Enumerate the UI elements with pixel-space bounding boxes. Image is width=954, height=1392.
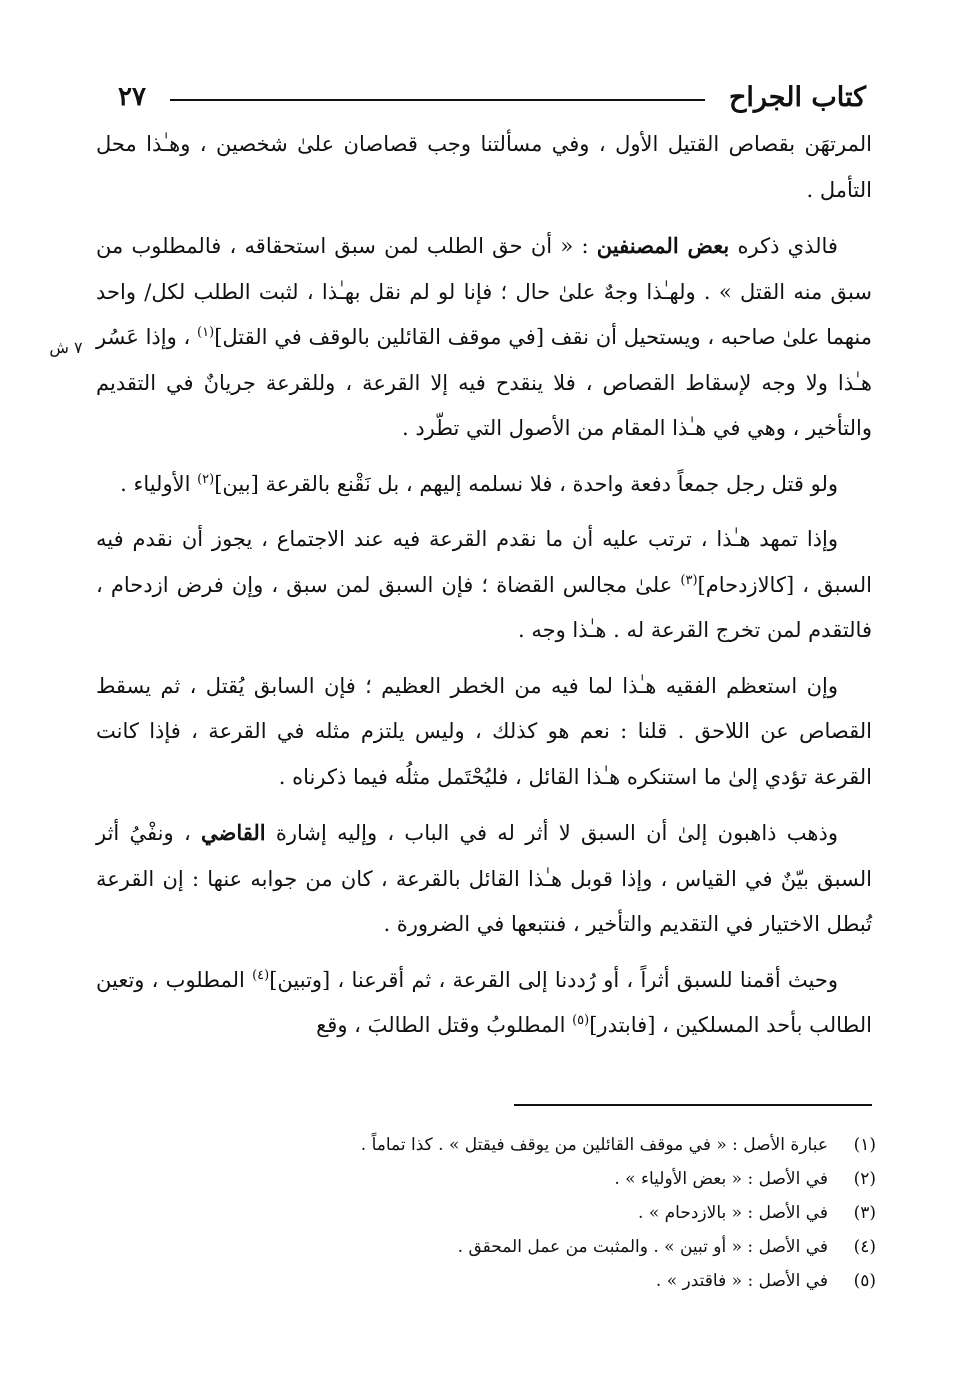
footnote-text: في الأصل : « فاقتدر » . <box>655 1271 828 1291</box>
running-header <box>118 74 866 120</box>
footnote-ref: (١) <box>197 325 215 340</box>
footnote-text: في الأصل : « أو تبين » . والمثبت من عمل المحقق . <box>457 1237 828 1257</box>
footnote <box>96 1162 876 1196</box>
footnote-ref: (٥) <box>572 1013 590 1028</box>
footnote-number: (١) <box>853 1135 876 1155</box>
text-run: الأولياء . <box>120 471 198 496</box>
paragraph <box>96 810 872 948</box>
main-text <box>96 122 872 1059</box>
text-run: ، ونفْيُ أثر السبق بيّنٌ في القياس ، وإذا قوبل هـٰذا القائل بالقرعة ، كان من جوابه عنها : إن القرعة تُبطل الاختيار في التقديم والتأخير ، فنتبعها في الضرورة . <box>96 821 872 936</box>
text-run: المطلوب ، وتعين الطالب بأحد المسلكين ، [فابتدر] <box>96 967 872 1037</box>
paragraph <box>96 223 872 452</box>
text-run: المطلوبُ وقتل الطالبَ ، وقع <box>316 1013 573 1037</box>
text-run: وإن استعظم الفقيه هـٰذا لما فيه من الخطر العظيم ؛ فإن السابق يُقتل ، ثم يسقط القصاص عن اللاحق . قلنا : نعم هو كذلك ، وليس يلتزم مثله في القرعة ، فإذا كانت القرعة تؤدي إلىٰ ما استنكره هـٰذا القائل ، فليُحْتَمل مثلُه فيما ذكرناه . <box>96 673 872 789</box>
text-run: : « أن حق الطلب لمن سبق استحقاقه ، فالمطلوب من سبق منه القتل » . ولهـٰذا وجهٌ علىٰ حال ؛ فإنا لو لم نقل بهـٰذا ، لثبت الطلب لكل/ واحد منهما علىٰ صاحبه ، ويستحيل أن نقف [في موقف القائلين بالوقف في القتل] <box>96 234 872 349</box>
emphasized-name: بعض المصنفين <box>596 233 730 258</box>
paragraph <box>96 664 872 801</box>
footnote <box>96 1128 876 1162</box>
footnote-number: (٥) <box>853 1271 876 1291</box>
text-run: فالذي ذكره <box>729 234 838 258</box>
manuscript-folio-note: ٧ ش <box>49 338 83 357</box>
footnote-number: (٢) <box>853 1169 876 1189</box>
text-run: المرتهَن بقصاص القتيل الأول ، وفي مسألتنا وجب قصاصان علىٰ شخصين ، وهـٰذا محل التأمل . <box>96 132 872 202</box>
text-run: وإذا تمهد هـٰذا ، ترتب عليه أن ما نقدم القرعة فيه عند الاجتماع ، يجوز أن نقدم فيه السبق ، [كالازدحام] <box>96 527 872 597</box>
footnote-number: (٤) <box>853 1237 876 1257</box>
paragraph <box>96 122 872 213</box>
footnote-separator <box>514 1104 872 1106</box>
book-title: كتاب الجراح <box>728 81 866 113</box>
footnote-text: عبارة الأصل : « في موقف القائلين من يوقف فيقتل » . كذا تماماً . <box>360 1135 828 1155</box>
footnote-ref: (٢) <box>197 471 215 487</box>
footnote <box>96 1230 876 1264</box>
footnote-ref: (٤) <box>252 967 270 983</box>
header-rule <box>170 99 705 101</box>
footnote-number: (٣) <box>853 1203 876 1223</box>
text-run: ولو قتل رجل جمعاً دفعة واحدة ، فلا نسلمه إليهم ، بل نَقْنع بالقرعة [بين] <box>214 471 838 496</box>
footnote-text: في الأصل : « بعض الأولياء » . <box>614 1169 828 1189</box>
page-number: ٢٧ <box>118 82 146 112</box>
text-run: ، وإذا عَسُر هـٰذا ولا وجه لإسقاط القصاص ، فلا ينقدح فيه إلا القرعة ، وللقرعة جريانٌ في التقديم والتأخير ، وهي في هـٰذا المقام من الأصول التي تطّرد . <box>96 325 872 440</box>
footnotes <box>96 1128 876 1298</box>
text-run: وحيث أقمنا للسبق أثراً ، أو رُددنا إلى القرعة ، ثم أقرعنا ، [وتبين] <box>269 967 838 992</box>
text-run: علىٰ مجالس القضاة ؛ فإن السبق لمن سبق ، وإن فرض ازدحام ، فالتقدم لمن تخرج القرعة له . هـٰذا وجه . <box>96 572 872 642</box>
emphasized-name: القاضي <box>201 820 266 845</box>
footnote-ref: (٣) <box>680 572 698 588</box>
footnote-text: في الأصل : « بالازدحام » . <box>638 1203 828 1223</box>
paragraph <box>96 462 872 508</box>
footnote <box>96 1196 876 1230</box>
paragraph <box>96 517 872 654</box>
text-run: وذهب ذاهبون إلىٰ أن السبق لا أثر له في الباب ، وإليه إشارة <box>265 821 838 845</box>
paragraph <box>96 958 872 1049</box>
footnote <box>96 1264 876 1298</box>
